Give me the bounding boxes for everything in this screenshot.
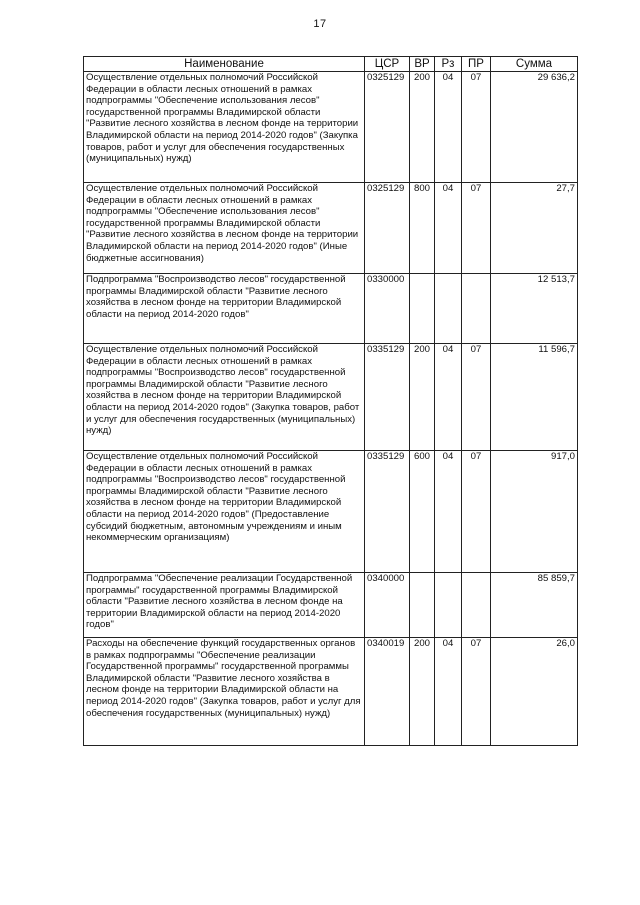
page-number: 17 — [313, 18, 327, 30]
table-row — [84, 274, 578, 344]
row-vr — [410, 573, 435, 638]
table-row — [84, 638, 578, 746]
row-sum: 27,7 — [491, 183, 578, 274]
header-csr: ЦСР — [365, 57, 410, 72]
row-csr: 0325129 — [365, 72, 410, 183]
row-name: Подпрограмма "Воспроизводство лесов" государственной программы Владимирской области "Развитие лесного хозяйства в лесном фонде на территории Владимирской области на период 2014-2020 годов" — [84, 274, 365, 344]
row-csr: 0340019 — [365, 638, 410, 746]
budget-table — [83, 56, 578, 746]
row-vr: 200 — [410, 344, 435, 451]
header-name: Наименование — [84, 57, 365, 72]
table-header-row — [84, 57, 578, 72]
row-vr: 600 — [410, 451, 435, 573]
row-sum: 85 859,7 — [491, 573, 578, 638]
row-pr: 07 — [462, 72, 491, 183]
table-row — [84, 344, 578, 451]
row-rz — [435, 274, 462, 344]
row-vr — [410, 274, 435, 344]
row-csr: 0335129 — [365, 451, 410, 573]
row-rz: 04 — [435, 638, 462, 746]
row-csr: 0330000 — [365, 274, 410, 344]
row-rz — [435, 573, 462, 638]
row-vr: 800 — [410, 183, 435, 274]
header-sum: Сумма — [491, 57, 578, 72]
row-pr: 07 — [462, 451, 491, 573]
table-row — [84, 573, 578, 638]
table-row — [84, 183, 578, 274]
header-pr: ПР — [462, 57, 491, 72]
row-pr — [462, 573, 491, 638]
row-pr: 07 — [462, 638, 491, 746]
row-rz: 04 — [435, 183, 462, 274]
row-name: Осуществление отдельных полномочий Российской Федерации в области лесных отношений в рамках подпрограммы "Обеспечение использования лесов" государственной программы Владимирской области "Развитие лесного хозяйства в лесном фонде на территории Владимирской области на период 2014-2020 годов" (Закупка товаров, работ и услуг для обеспечения государственных (муниципальных) нужд) — [84, 72, 365, 183]
row-vr: 200 — [410, 638, 435, 746]
row-sum: 29 636,2 — [491, 72, 578, 183]
row-sum: 26,0 — [491, 638, 578, 746]
row-sum: 11 596,7 — [491, 344, 578, 451]
row-rz: 04 — [435, 451, 462, 573]
row-name: Осуществление отдельных полномочий Российской Федерации в области лесных отношений в рамках подпрограммы "Воспроизводство лесов" государственной программы Владимирской области "Развитие лесного хозяйства в лесном фонде на территории Владимирской области на период 2014-2020 годов" (Предоставление субсидий бюджетным, автономным учреждениям и иным некоммерческим организациям) — [84, 451, 365, 573]
row-name: Подпрограмма "Обеспечение реализации Государственной программы" государственной программы Владимирской области "Развитие лесного хозяйства в лесном фонде на территории Владимирской области на период 2014-2020 годов" — [84, 573, 365, 638]
row-pr: 07 — [462, 344, 491, 451]
row-rz: 04 — [435, 344, 462, 451]
row-csr: 0335129 — [365, 344, 410, 451]
row-name: Осуществление отдельных полномочий Российской Федерации в области лесных отношений в рамках подпрограммы "Воспроизводство лесов" государственной программы Владимирской области "Развитие лесного хозяйства в лесном фонде на территории Владимирской области на период 2014-2020 годов" (Закупка товаров, работ и услуг для обеспечения государственных (муниципальных) нужд) — [84, 344, 365, 451]
row-name: Осуществление отдельных полномочий Российской Федерации в области лесных отношений в рамках подпрограммы "Обеспечение использования лесов" государственной программы Владимирской области "Развитие лесного хозяйства в лесном фонде на территории Владимирской области на период 2014-2020 годов" (Иные бюджетные ассигнования) — [84, 183, 365, 274]
header-rz: Рз — [435, 57, 462, 72]
row-csr: 0325129 — [365, 183, 410, 274]
row-rz: 04 — [435, 72, 462, 183]
table-row — [84, 451, 578, 573]
row-pr: 07 — [462, 183, 491, 274]
row-name: Расходы на обеспечение функций государственных органов в рамках подпрограммы "Обеспечение реализации Государственной программы" государственной программы Владимирской области "Развитие лесного хозяйства в лесном фонде на территории Владимирской области на период 2014-2020 годов" (Закупка товаров, работ и услуг для обеспечения государственных (муниципальных) нужд) — [84, 638, 365, 746]
row-vr: 200 — [410, 72, 435, 183]
row-sum: 917,0 — [491, 451, 578, 573]
row-sum: 12 513,7 — [491, 274, 578, 344]
table-row — [84, 72, 578, 183]
row-pr — [462, 274, 491, 344]
header-vr: ВР — [410, 57, 435, 72]
row-csr: 0340000 — [365, 573, 410, 638]
